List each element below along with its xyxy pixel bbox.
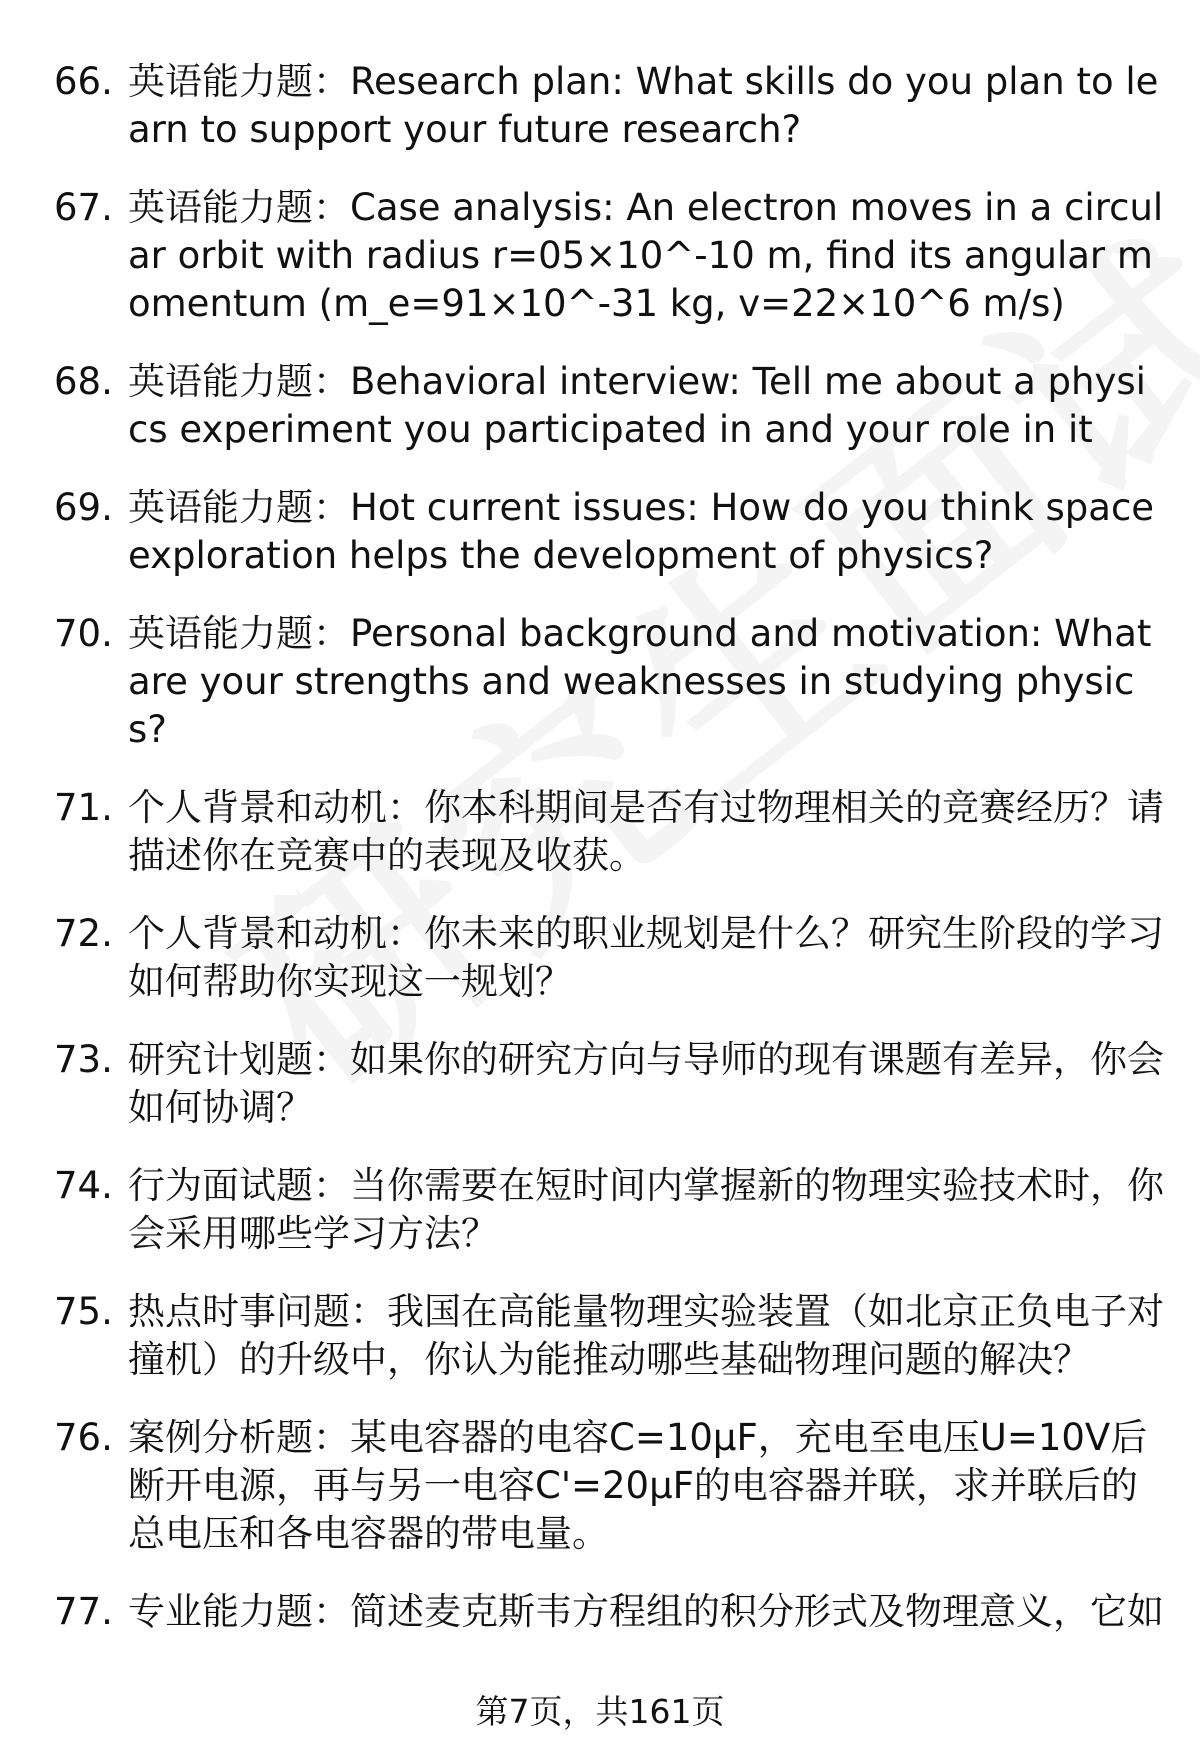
question-text: 英语能力题：Personal background and motivation: What are your strengths and weaknesses in studying physics? (128, 612, 1152, 751)
list-item (0, 58, 1200, 154)
question-text: 个人背景和动机：你本科期间是否有过物理相关的竞赛经历？请描述你在竞赛中的表现及收获。 (128, 786, 1164, 877)
question-number: 76. (54, 1416, 113, 1459)
list-item (0, 1288, 1200, 1384)
list-item (0, 484, 1200, 580)
list-item (0, 1414, 1200, 1558)
question-text: 英语能力题：Behavioral interview: Tell me about a physics experiment you participated in and your role in it (128, 360, 1146, 451)
list-item (0, 784, 1200, 880)
question-list (0, 58, 1200, 1666)
question-number: 73. (54, 1038, 113, 1081)
question-number: 72. (54, 912, 113, 955)
question-number: 66. (54, 60, 113, 103)
page-footer: 第7页，共161页 (475, 1692, 725, 1731)
question-text: 英语能力题：Hot current issues: How do you think space exploration helps the development of physics? (128, 486, 1155, 577)
list-item (0, 910, 1200, 1006)
question-number: 77. (54, 1590, 113, 1633)
question-text: 研究计划题：如果你的研究方向与导师的现有课题有差异，你会如何协调？ (128, 1038, 1164, 1129)
question-number: 68. (54, 360, 113, 403)
question-number: 71. (54, 786, 113, 829)
question-text: 英语能力题：Research plan: What skills do you plan to learn to support your future research? (128, 60, 1159, 151)
question-text: 案例分析题：某电容器的电容C=10μF，充电至电压U=10V后断开电源，再与另一电容C'=20μF的电容器并联，求并联后的总电压和各电容器的带电量。 (128, 1416, 1148, 1555)
question-number: 70. (54, 612, 113, 655)
question-number: 75. (54, 1290, 113, 1333)
question-number: 69. (54, 486, 113, 529)
question-text: 专业能力题：简述麦克斯韦方程组的积分形式及物理意义，它如 (128, 1590, 1164, 1633)
question-text: 行为面试题：当你需要在短时间内掌握新的物理实验技术时，你会采用哪些学习方法？ (128, 1164, 1164, 1255)
question-number: 67. (54, 186, 113, 229)
list-item (0, 1588, 1200, 1636)
list-item (0, 358, 1200, 454)
question-number: 74. (54, 1164, 113, 1207)
question-text: 热点时事问题：我国在高能量物理实验装置（如北京正负电子对撞机）的升级中，你认为能推动哪些基础物理问题的解决？ (128, 1290, 1164, 1381)
list-item (0, 610, 1200, 754)
list-item (0, 184, 1200, 328)
question-text: 英语能力题：Case analysis: An electron moves in a circular orbit with radius r=05×10^-10 m, find its angular momentum (m_e=91×10^-31 kg, v=22×10^6 m/s) (128, 186, 1164, 325)
list-item (0, 1036, 1200, 1132)
question-text: 个人背景和动机：你未来的职业规划是什么？研究生阶段的学习如何帮助你实现这一规划？ (128, 912, 1164, 1003)
list-item (0, 1162, 1200, 1258)
